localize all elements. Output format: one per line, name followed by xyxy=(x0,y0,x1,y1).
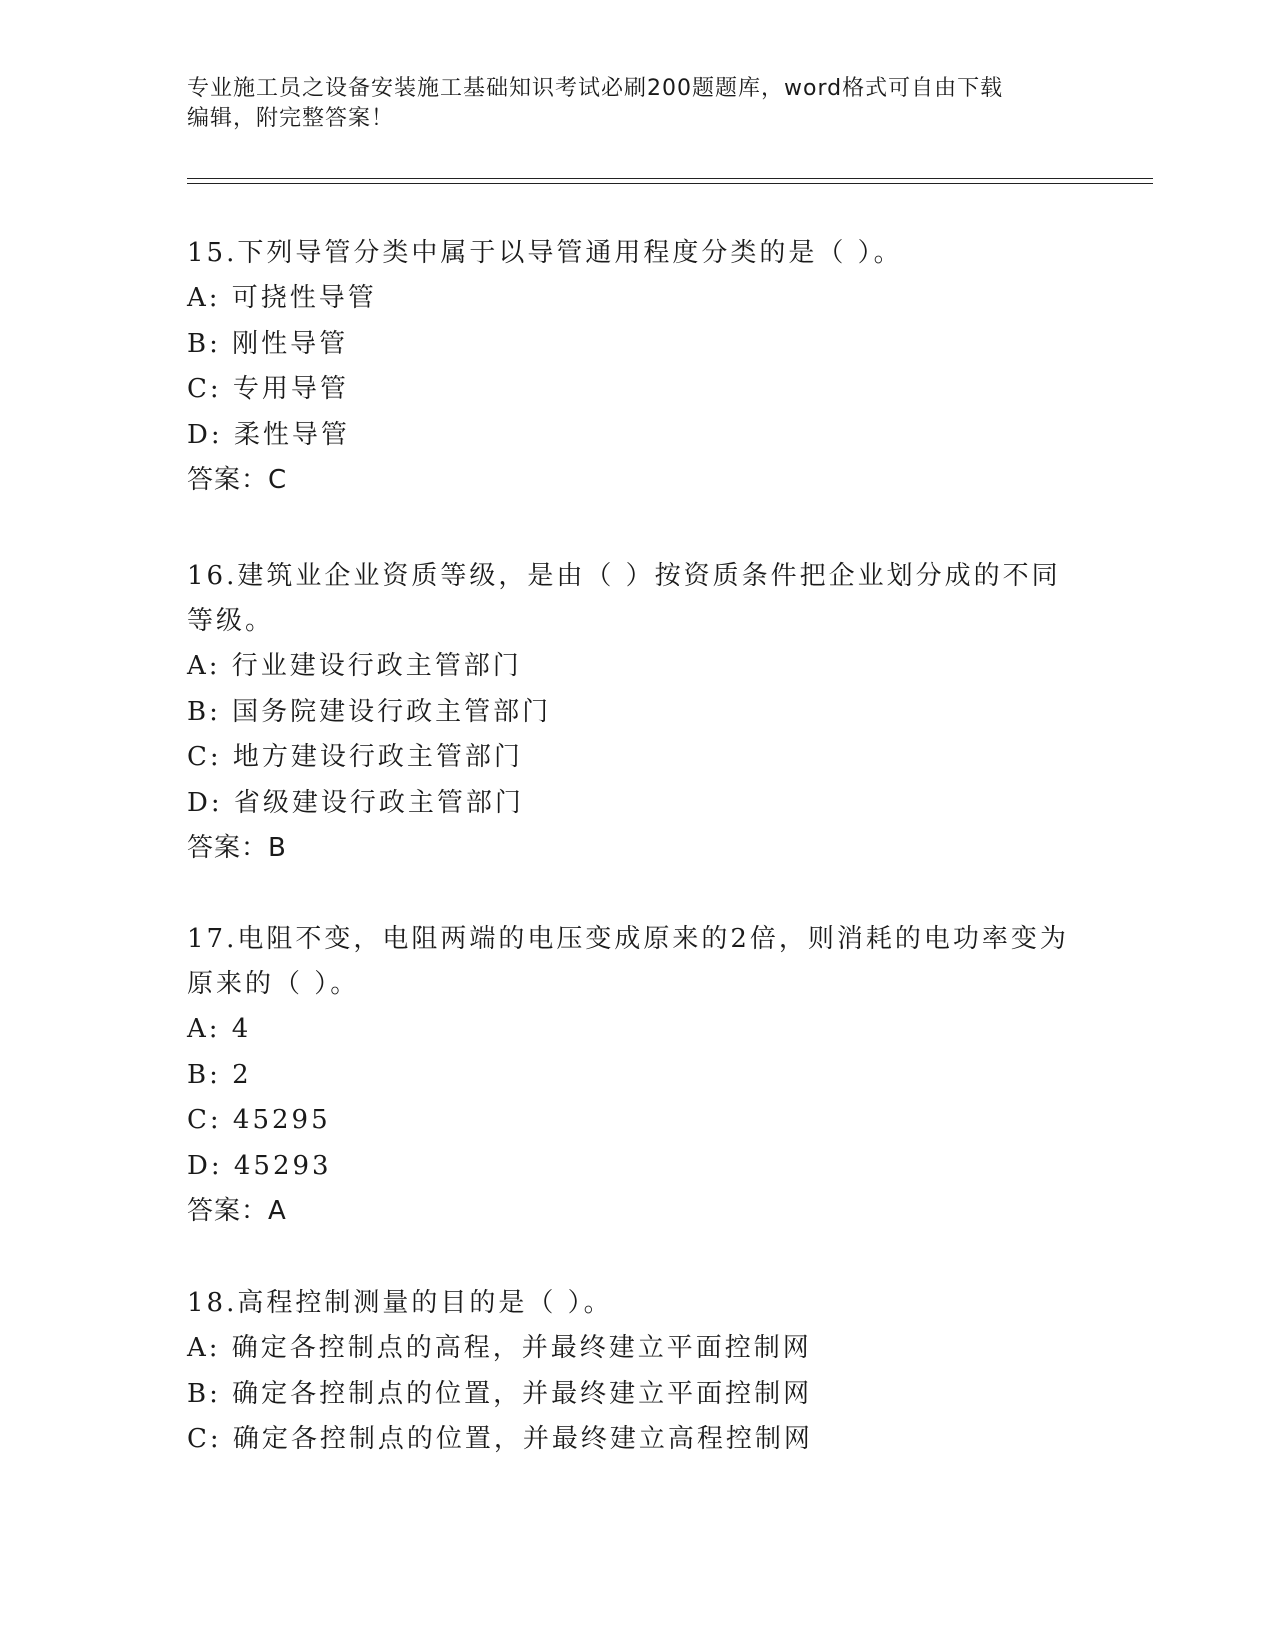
question-stem xyxy=(187,554,1087,644)
option-d: D: 柔性导管 xyxy=(187,419,350,450)
answer: 答案：C xyxy=(187,465,288,495)
question-15 xyxy=(187,231,1087,504)
option-a: A: 4 xyxy=(187,1014,252,1044)
question-stem-line: 17.电阻不变，电阻两端的电压变成原来的2倍，则消耗的电功率变为 xyxy=(187,924,1069,954)
option-b: B: 刚性导管 xyxy=(187,328,349,359)
option-d: D: 省级建设行政主管部门 xyxy=(187,787,524,818)
option-b: B: 确定各控制点的位置，并最终建立平面控制网 xyxy=(187,1378,813,1409)
question-stem xyxy=(187,231,1087,276)
question-stem-line: 16.建筑业企业资质等级，是由（ ）按资质条件把企业划分成的不同 xyxy=(187,561,1061,591)
option-d: D: 45293 xyxy=(187,1150,332,1181)
option-c: C: 地方建设行政主管部门 xyxy=(187,742,523,772)
question-16 xyxy=(187,554,1087,872)
question-stem xyxy=(187,1281,1087,1326)
question-stem-line: 15.下列导管分类中属于以导管通用程度分类的是（ ）。 xyxy=(187,238,903,268)
option-c: C: 专用导管 xyxy=(187,374,349,404)
document-header xyxy=(187,74,1067,134)
question-stem-line: 原来的（ ）。 xyxy=(187,969,360,999)
option-b: B: 国务院建设行政主管部门 xyxy=(187,696,552,727)
option-b: B: 2 xyxy=(187,1059,252,1090)
question-17 xyxy=(187,917,1087,1235)
question-stem xyxy=(187,917,1087,1007)
option-c: C: 确定各控制点的位置，并最终建立高程控制网 xyxy=(187,1424,813,1454)
answer: 答案：A xyxy=(187,1196,287,1226)
option-a: A: 行业建设行政主管部门 xyxy=(187,651,522,681)
header-line-1: 专业施工员之设备安装施工基础知识考试必刷200题题库，word格式可自由下载 xyxy=(187,76,1004,101)
question-18 xyxy=(187,1281,1087,1463)
option-a: A: 可挠性导管 xyxy=(187,283,377,313)
option-a: A: 确定各控制点的高程，并最终建立平面控制网 xyxy=(187,1333,812,1363)
header-divider-bottom xyxy=(187,183,1153,184)
header-line-2: 编辑，附完整答案！ xyxy=(187,106,395,131)
question-stem-line: 等级。 xyxy=(187,606,275,636)
question-stem-line: 18.高程控制测量的目的是（ ）。 xyxy=(187,1288,613,1318)
option-c: C: 45295 xyxy=(187,1105,331,1135)
answer: 答案：B xyxy=(187,833,287,863)
header-divider-top xyxy=(187,178,1153,179)
